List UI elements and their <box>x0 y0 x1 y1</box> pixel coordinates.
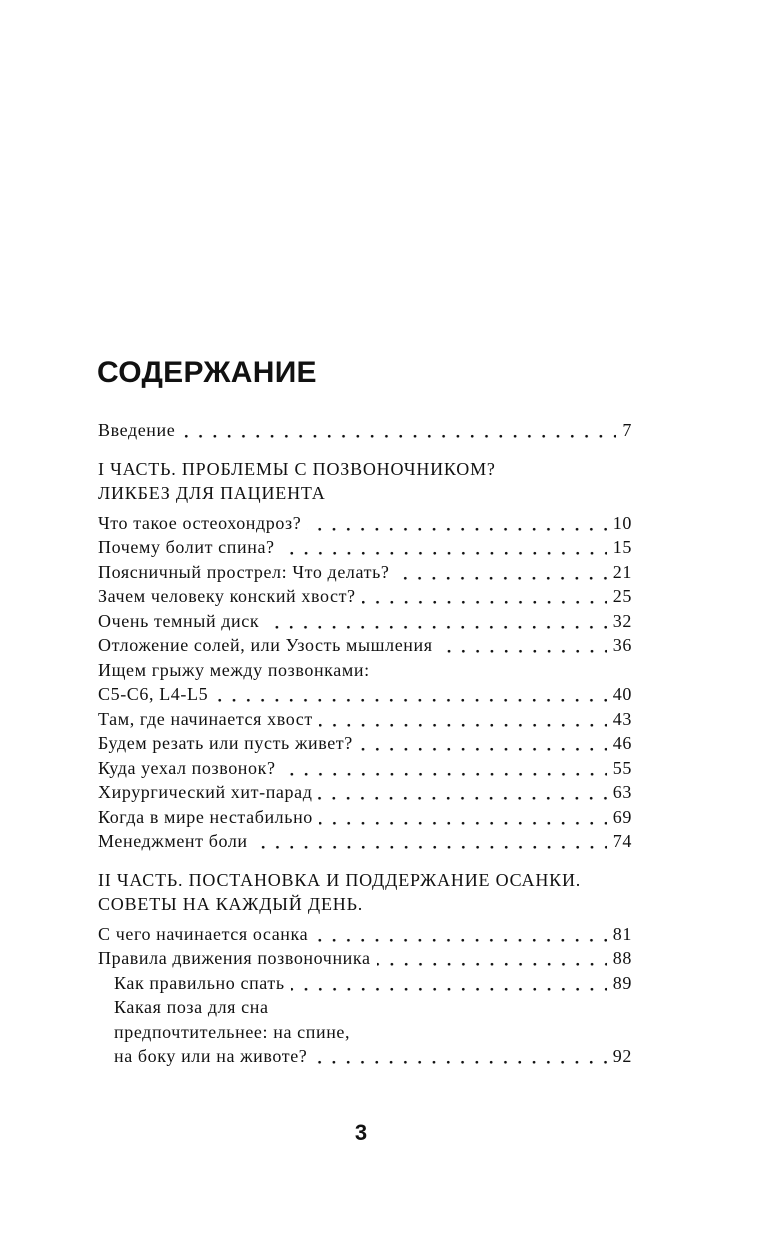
entry-title: Поясничный прострел: Что делать? <box>98 561 390 582</box>
toc-entry[interactable] <box>98 922 632 947</box>
toc-entry[interactable] <box>98 780 632 805</box>
dot-leader <box>214 682 607 707</box>
entry-page-number: 25 <box>612 586 632 606</box>
entry-row <box>98 633 632 658</box>
entry-page-number: 7 <box>622 420 632 440</box>
entry-title: C5-C6, L4-L5 <box>98 684 209 704</box>
entry-row <box>98 511 632 536</box>
entry-page-number: 10 <box>612 512 632 533</box>
entry-row <box>98 584 632 609</box>
toc-part-heading <box>98 457 632 505</box>
entry-row <box>98 756 632 781</box>
toc-entry[interactable] <box>98 535 632 560</box>
entry-row <box>98 609 632 634</box>
entry-page-number: 89 <box>612 972 632 993</box>
entry-page-number: 32 <box>612 610 632 631</box>
entry-title: Там, где начинается хвост <box>98 708 313 729</box>
entry-title: Как правильно спать <box>114 972 285 993</box>
entry-title-line: Ищем грыжу между позвонками: <box>98 659 370 680</box>
toc-entry[interactable] <box>98 658 632 707</box>
entry-row <box>98 707 632 732</box>
entry-title-line: предпочтительнее: на спине, <box>114 1021 351 1042</box>
entry-title: Менеджмент боли <box>98 831 248 851</box>
table-of-contents <box>98 418 632 1069</box>
dot-leader <box>439 633 607 658</box>
toc-entry[interactable] <box>98 731 632 756</box>
entry-title: Правила движения позвоночника <box>98 948 371 968</box>
dot-leader <box>307 511 607 536</box>
dot-leader <box>319 707 607 732</box>
dot-leader <box>395 560 606 585</box>
dot-leader <box>181 418 616 443</box>
dot-leader <box>281 535 607 560</box>
entry-page-number: 43 <box>612 708 632 729</box>
page-title: СОДЕРЖАНИЕ <box>97 356 317 389</box>
part-heading-line: I ЧАСТЬ. ПРОБЛЕМЫ С ПОЗВОНОЧНИКОМ? <box>98 458 496 479</box>
entry-row <box>98 780 632 805</box>
entry-row <box>98 829 632 854</box>
entry-title: Почему болит спина? <box>98 537 275 557</box>
entry-title: Отложение солей, или Узость мышления <box>98 635 433 655</box>
part-heading-line: II ЧАСТЬ. ПОСТАНОВКА И ПОДДЕРЖАНИЕ ОСАНКИ. <box>98 869 582 890</box>
toc-entry[interactable] <box>98 829 632 854</box>
entry-title-line: Какая поза для сна <box>114 997 269 1017</box>
entry-row <box>98 560 632 585</box>
dot-leader <box>359 731 607 756</box>
entry-title: Очень темный диск <box>98 610 260 631</box>
entry-row <box>114 971 632 996</box>
entry-page-number: 15 <box>612 537 632 557</box>
entry-page-number: 55 <box>612 757 632 778</box>
entry-title: Куда уехал позвонок? <box>98 757 276 778</box>
dot-leader <box>291 971 607 996</box>
entry-row <box>98 682 632 707</box>
toc-entry[interactable] <box>98 560 632 585</box>
entry-title: Зачем человеку конский хвост? <box>98 586 356 606</box>
entry-page-number: 40 <box>612 684 632 704</box>
entry-title: Хирургический хит-парад <box>98 782 313 802</box>
entry-title: Что такое остеохондроз? <box>98 512 302 533</box>
toc-entry[interactable] <box>98 805 632 830</box>
entry-page-number: 92 <box>612 1046 632 1066</box>
toc-entry[interactable] <box>98 609 632 634</box>
page-number: 3 <box>354 1120 368 1145</box>
entry-row <box>114 1044 632 1069</box>
toc-entry[interactable] <box>98 584 632 609</box>
entry-title: Когда в мире нестабильно <box>98 806 313 827</box>
dot-leader <box>282 756 607 781</box>
dot-leader <box>254 829 607 854</box>
entry-page-number: 74 <box>612 831 632 851</box>
dot-leader <box>362 584 607 609</box>
dot-leader <box>318 780 606 805</box>
toc-part-heading <box>98 868 632 916</box>
entry-title: Будем резать или пусть живет? <box>98 733 353 753</box>
entry-page-number: 21 <box>612 561 632 582</box>
dot-leader <box>314 922 607 947</box>
toc-entry[interactable] <box>98 511 632 536</box>
entry-row <box>98 805 632 830</box>
toc-entry[interactable] <box>98 946 632 971</box>
entry-page-number: 69 <box>612 806 632 827</box>
toc-entry[interactable] <box>98 418 632 443</box>
entry-page-number: 81 <box>612 923 632 944</box>
part-heading-line: ЛИКБЕЗ ДЛЯ ПАЦИЕНТА <box>98 482 326 503</box>
entry-row <box>98 535 632 560</box>
entry-page-number: 63 <box>612 782 632 802</box>
toc-entry[interactable] <box>98 756 632 781</box>
dot-leader <box>377 946 607 971</box>
entry-title: С чего начинается осанка <box>98 923 309 944</box>
entry-page-number: 36 <box>612 635 632 655</box>
dot-leader <box>313 1044 606 1069</box>
dot-leader <box>319 805 607 830</box>
part-heading-line: СОВЕТЫ НА КАЖДЫЙ ДЕНЬ. <box>98 893 364 914</box>
entry-row <box>98 731 632 756</box>
entry-row <box>98 946 632 971</box>
entry-page-number: 46 <box>612 733 632 753</box>
toc-entry[interactable] <box>98 971 632 996</box>
dot-leader <box>265 609 607 634</box>
toc-entry[interactable] <box>98 633 632 658</box>
entry-title: Введение <box>98 420 176 440</box>
toc-entry[interactable] <box>98 995 632 1069</box>
entry-row <box>98 922 632 947</box>
entry-title: на боку или на животе? <box>114 1046 308 1066</box>
toc-entry[interactable] <box>98 707 632 732</box>
entry-row <box>98 418 632 443</box>
entry-page-number: 88 <box>612 948 632 968</box>
